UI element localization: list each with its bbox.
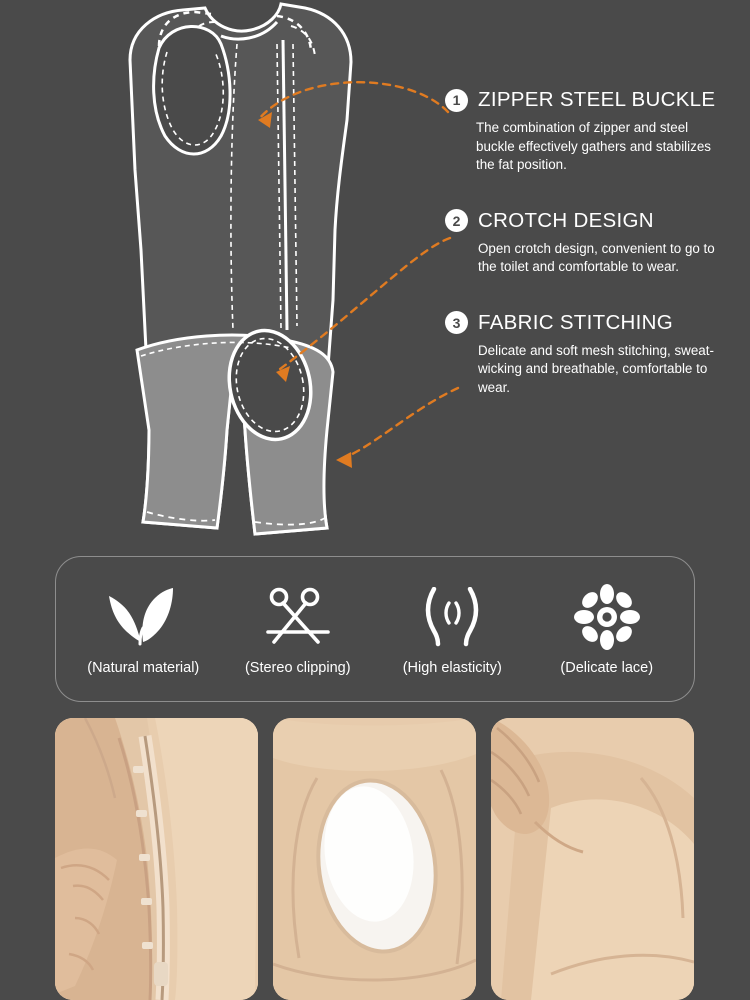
feature-description: Delicate and soft mesh stitching, sweat-wicking and breathable, comfortable to wear. [478, 342, 714, 395]
attribute-item [223, 582, 373, 676]
feature-description: Open crotch design, convenient to go to the toilet and comfortable to wear. [478, 240, 715, 274]
open-crotch-closeup-photo [273, 718, 476, 1000]
attribute-item [68, 582, 218, 676]
elastic-waist-icon [418, 582, 486, 652]
feature-description: The combination of zipper and steel buckle effectively gathers and stabilizes the fat position. [476, 120, 711, 172]
feature-heading [440, 311, 740, 335]
feature-number-badge: 2 [445, 209, 468, 232]
feature-title: CROTCH DESIGN [478, 208, 654, 232]
feature-item [440, 209, 740, 277]
lace-flower-icon [571, 582, 643, 652]
attribute-label: (Stereo clipping) [244, 660, 351, 676]
feature-number-badge: 1 [445, 89, 468, 112]
feature-heading [440, 209, 740, 233]
attribute-label: (High elasticity) [402, 660, 502, 676]
zipper-closeup-photo [55, 718, 258, 1000]
attribute-icon-strip [55, 556, 695, 702]
leaf-icon [107, 582, 179, 652]
feature-list [440, 88, 740, 421]
attribute-label: (Natural material) [87, 660, 200, 676]
feature-item [440, 88, 740, 175]
photo-gallery [55, 718, 695, 1000]
scissors-icon [266, 582, 330, 652]
attribute-label: (Delicate lace) [560, 660, 654, 676]
hip-fabric-closeup-photo [491, 718, 694, 1000]
feature-title: ZIPPER STEEL BUCKLE [478, 88, 716, 111]
attribute-item [532, 582, 682, 676]
feature-item [440, 311, 740, 398]
feature-number-badge: 3 [445, 311, 468, 334]
feature-heading [440, 88, 740, 112]
feature-title: FABRIC STITCHING [478, 310, 674, 334]
attribute-item [377, 582, 527, 676]
